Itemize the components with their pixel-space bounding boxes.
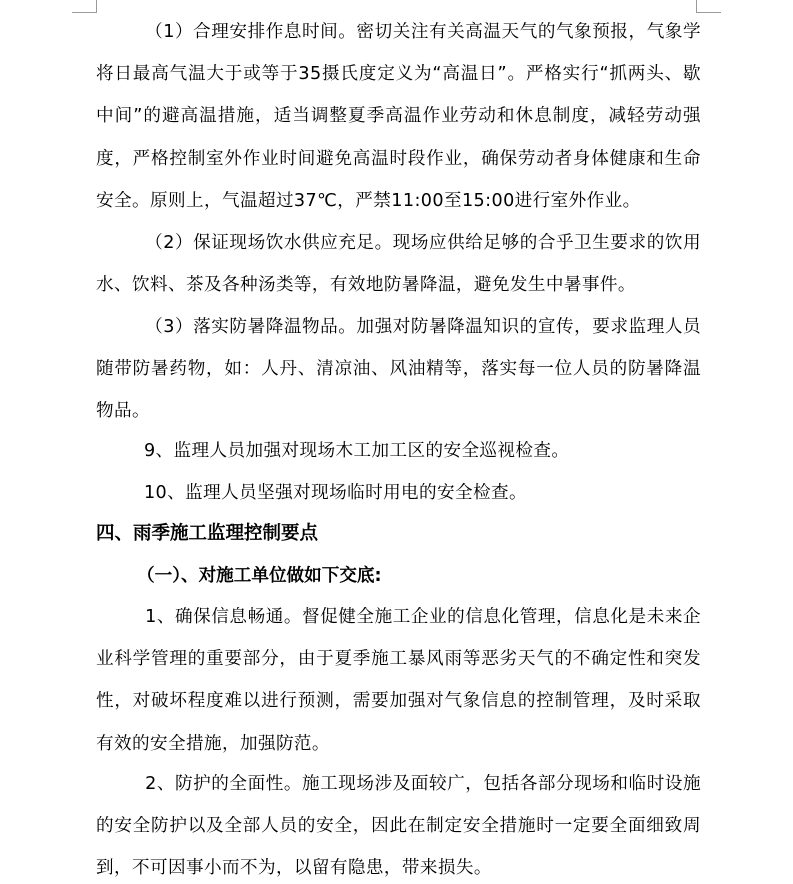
paragraph-item-10: 10、监理人员坚强对现场临时用电的安全检查。 — [96, 483, 528, 503]
section-heading-rainy-season: 四、雨季施工监理控制要点 — [96, 523, 319, 544]
paragraph-item-9: 9、监理人员加强对现场木工加工区的安全巡视检查。 — [96, 441, 570, 461]
page-corner-mark-left — [72, 0, 97, 13]
paragraph-comprehensive-protection: 2、防护的全面性。施工现场涉及面较广，包括各部分现场和临时设施的安全防护以及全部人员的安全，因此在制定安全措施时一定要全面细致周到，不可因事小而不为，以留有隐患，带来损失。 — [96, 774, 701, 879]
paragraph-cooling-supplies: （3）落实防暑降温物品。加强对防暑降温知识的宣传，要求监理人员随带防暑药物，如：人丹、清凉油、风油精等，落实每一位人员的防暑降温物品。 — [96, 317, 701, 422]
subsection-heading-briefing: （一）、对施工单位做如下交底: — [137, 566, 382, 586]
paragraph-information-flow: 1、确保信息畅通。督促健全施工企业的信息化管理，信息化是未来企业科学管理的重要部分，由于夏季施工暴风雨等恶劣天气的不确定性和突发性，对破坏程度难以进行预测，需要加强对气象信息的控制管理，及时采取有效的安全措施，加强防范。 — [96, 607, 701, 754]
paragraph-rest-schedule: （1）合理安排作息时间。密切关注有关高温天气的气象预报，气象学将日最高气温大于或等于35摄氏度定义为“高温日”。严格实行“抓两头、歇中间”的避高温措施，适当调整夏季高温作业劳动和休息制度，减轻劳动强度，严格控制室外作业时间避免高温时段作业，确保劳动者身体健康和生命安全。原则上，气温超过37℃，严禁11:00至15:00进行室外作业。 — [96, 22, 701, 211]
paragraph-drinking-water: （2）保证现场饮水供应充足。现场应供给足够的合乎卫生要求的饮用水、饮料、茶及各种汤类等，有效地防暑降温，避免发生中暑事件。 — [96, 233, 701, 296]
